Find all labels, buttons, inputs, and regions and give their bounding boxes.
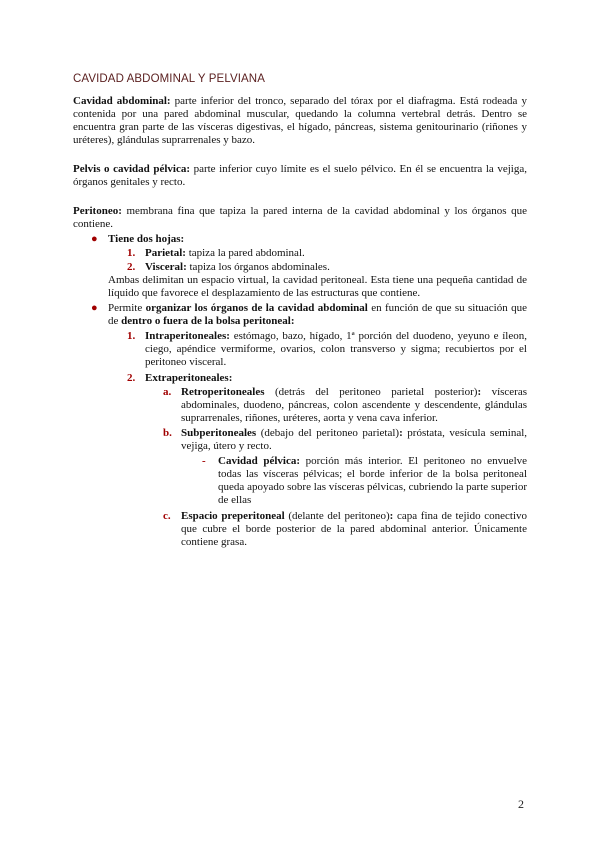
hoja-1-number: 1. [127,247,136,259]
intra-term: Intraperitoneales: [145,330,230,342]
retro-item [181,386,527,425]
peritoneo-text: membrana fina que tapiza la pared interna de la cavidad abdominal y los órganos que contiene. [73,205,527,230]
hoja-2-text: tapiza los órganos abdominales. [186,261,330,273]
retro-paren: (detrás del peritoneo parietal posterior) [264,386,478,398]
hoja-1-term: Parietal: [145,247,186,259]
extra-number: 2. [127,372,136,384]
retro-text: vísceras abdominales, duodeno, páncreas, colon ascendente y descendente, glándulas suprarrenales, riñones, uréteres, aorta y vena cava inferior. [181,386,527,424]
retro-letter: a. [163,386,172,398]
pelvica-term: Cavidad pélvica: [218,455,300,467]
hoja-1-text: tapiza la pared abdominal. [185,247,305,259]
hojas-label: Tiene dos hojas: [108,233,185,245]
pelvica-text: porción más interior. El peritoneo no envuelve todas las vísceras pélvicas; el borde inferior de la bolsa peritoneal queda apoyado sobre las vísceras pélvicas, cubriendo la parte superior de ellas [218,455,528,506]
organizar-bold-1: organizar los órganos de la cavidad abdominal [145,302,368,314]
pelvis-paragraph [73,163,527,189]
pelvis-text: parte inferior cuyo límite es el suelo pélvico. En él se encuentra la vejiga, órganos genitales y recto. [73,163,527,188]
abdominal-term: Cavidad abdominal: [73,95,171,107]
bullet-icon: ● [91,233,98,245]
peritoneo-paragraph [73,205,527,231]
peritoneo-term: Peritoneo: [73,205,122,217]
pre-colon: : [389,510,394,522]
pre-term: Espacio preperitoneal [181,510,285,522]
pelvica-dash: - [202,455,206,467]
hojas-note: Ambas delimitan un espacio virtual, la cavidad peritoneal. Esta tiene una pequeña cantidad de líquido que favorece el desplazamiento de las estructuras que contiene. [108,274,527,299]
pre-letter: c. [163,510,171,522]
page-title: CAVIDAD ABDOMINAL Y PELVIANA [73,73,265,85]
pelvica-item [218,455,527,507]
hoja-2-number: 2. [127,261,136,273]
retro-colon: : [477,386,482,398]
organizar-mid: en función de que su situación que de [108,302,527,327]
retro-term: Retroperitoneales [181,386,265,398]
intra-item [145,330,527,369]
page-number: 2 [518,797,524,811]
bullet-icon: ● [91,302,98,314]
abdominal-text: parte inferior del tronco, separado del tórax por el diafragma. Está rodeada y contenida por una pared abdominal muscular, quedando la columna vertebral detrás. Dentro se encuentra gran parte de las vísceras digestivas, el hígado, páncreas, sistema genitourinario (riñones y uréteres), glándulas suprarrenales y bazo. [73,95,527,146]
organizar-bold-2: dentro o fuera de la bolsa peritoneal: [121,315,295,327]
sub-term: Subperitoneales [181,427,257,439]
hoja-2-term: Visceral: [145,261,187,273]
sub-item [181,427,527,453]
abdominal-paragraph [73,95,527,147]
sub-letter: b. [163,427,172,439]
hoja-2-item [145,261,527,274]
intra-number: 1. [127,330,136,342]
sub-text: próstata, vesícula seminal, vejiga, útero y recto. [181,427,528,452]
organizar-paragraph [108,302,527,328]
organizar-pre: Permite [108,302,146,314]
pre-text: capa fina de tejido conectivo que cubre el borde posterior de la pared abdominal anterior. Únicamente contiene grasa. [181,510,527,548]
pelvis-term: Pelvis o cavidad pélvica: [73,163,191,175]
pre-paren: (delante del peritoneo) [284,510,390,522]
hoja-1-item [145,247,527,260]
intra-text: estómago, bazo, hígado, 1ª porción del duodeno, yeyuno e íleon, ciego, apéndice vermiforme, ovarios, colon transverso y sigma; recubiertos por el peritoneo visceral. [145,330,527,368]
extra-term: Extraperitoneales: [145,372,233,384]
sub-colon: : [399,427,403,439]
pre-item [181,510,527,549]
sub-paren: (debajo del peritoneo parietal) [256,427,400,439]
